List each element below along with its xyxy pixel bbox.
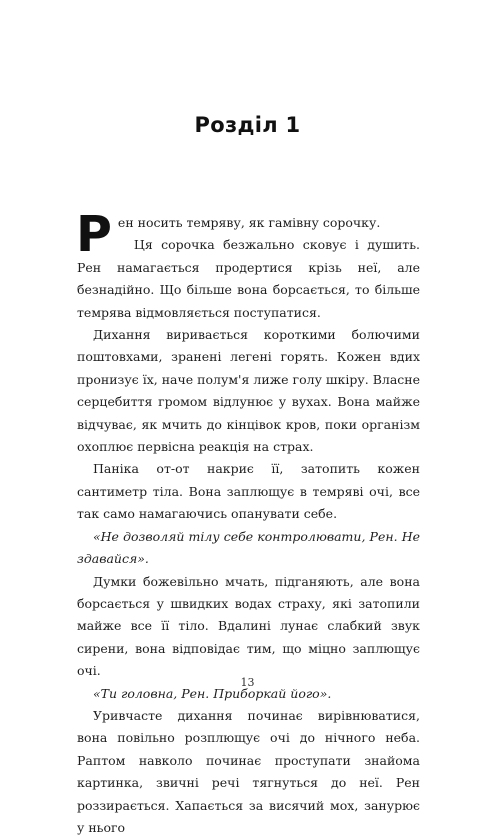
paragraph-5-inner-thought: «Не дозволяй тілу себе контролювати, Рен. Не здавайся». [77,528,420,567]
paragraph-3: Дихання виривається короткими болючими поштовхами, зранені легені горять. Кожен вдих пронизує їх, наче полум'я лиже голу шкіру. Власне серцебиття громом відлунює у вухах. Вона майже відчуває, як мчить до кінцівок кров, поки організм охоплює первісна реакція на страх. [77,327,420,455]
page-number: 13 [240,676,255,689]
paragraph-6: Думки божевільно мчать, підганяють, але вона борсається у швидких водах страху, які затопили майже все її тіло. Вдалині лунає слабкий звук сирени, вона відповідає тим, що міцно заплющує очі. [77,573,420,679]
drop-cap: Р [76,206,112,263]
paragraph-1 [76,206,420,263]
paragraph-1-text: ен носить темряву, як гамівну сорочку. [117,215,381,230]
chapter-title: Розділ 1 [194,113,301,137]
paragraph-4: Паніка от-от накриє її, затопить кожен сантиметр тіла. Вона заплющує в темряві очі, все так само намагаючись опанувати себе. [77,461,420,522]
paragraph-2: Ця сорочка безжально сковує і душить. Рен намагається продертися крізь неї, але безнадійно. Що більше вона борсається, то більше темрява відмовляється поступатися. [77,237,420,320]
paragraph-7-inner-thought: «Ти головна, Рен. Приборкай його». [93,685,332,701]
paragraph-8: Уривчасте дихання починає вирівнюватися, вона повільно розплющує очі до нічного неба. Раптом навколо починає проступати знайома картинка, звичні речі тягнуться до неї. Рен роззирається. Хапається за висячий мох, занурює у нього [77,707,420,835]
chapter-body [76,206,420,839]
